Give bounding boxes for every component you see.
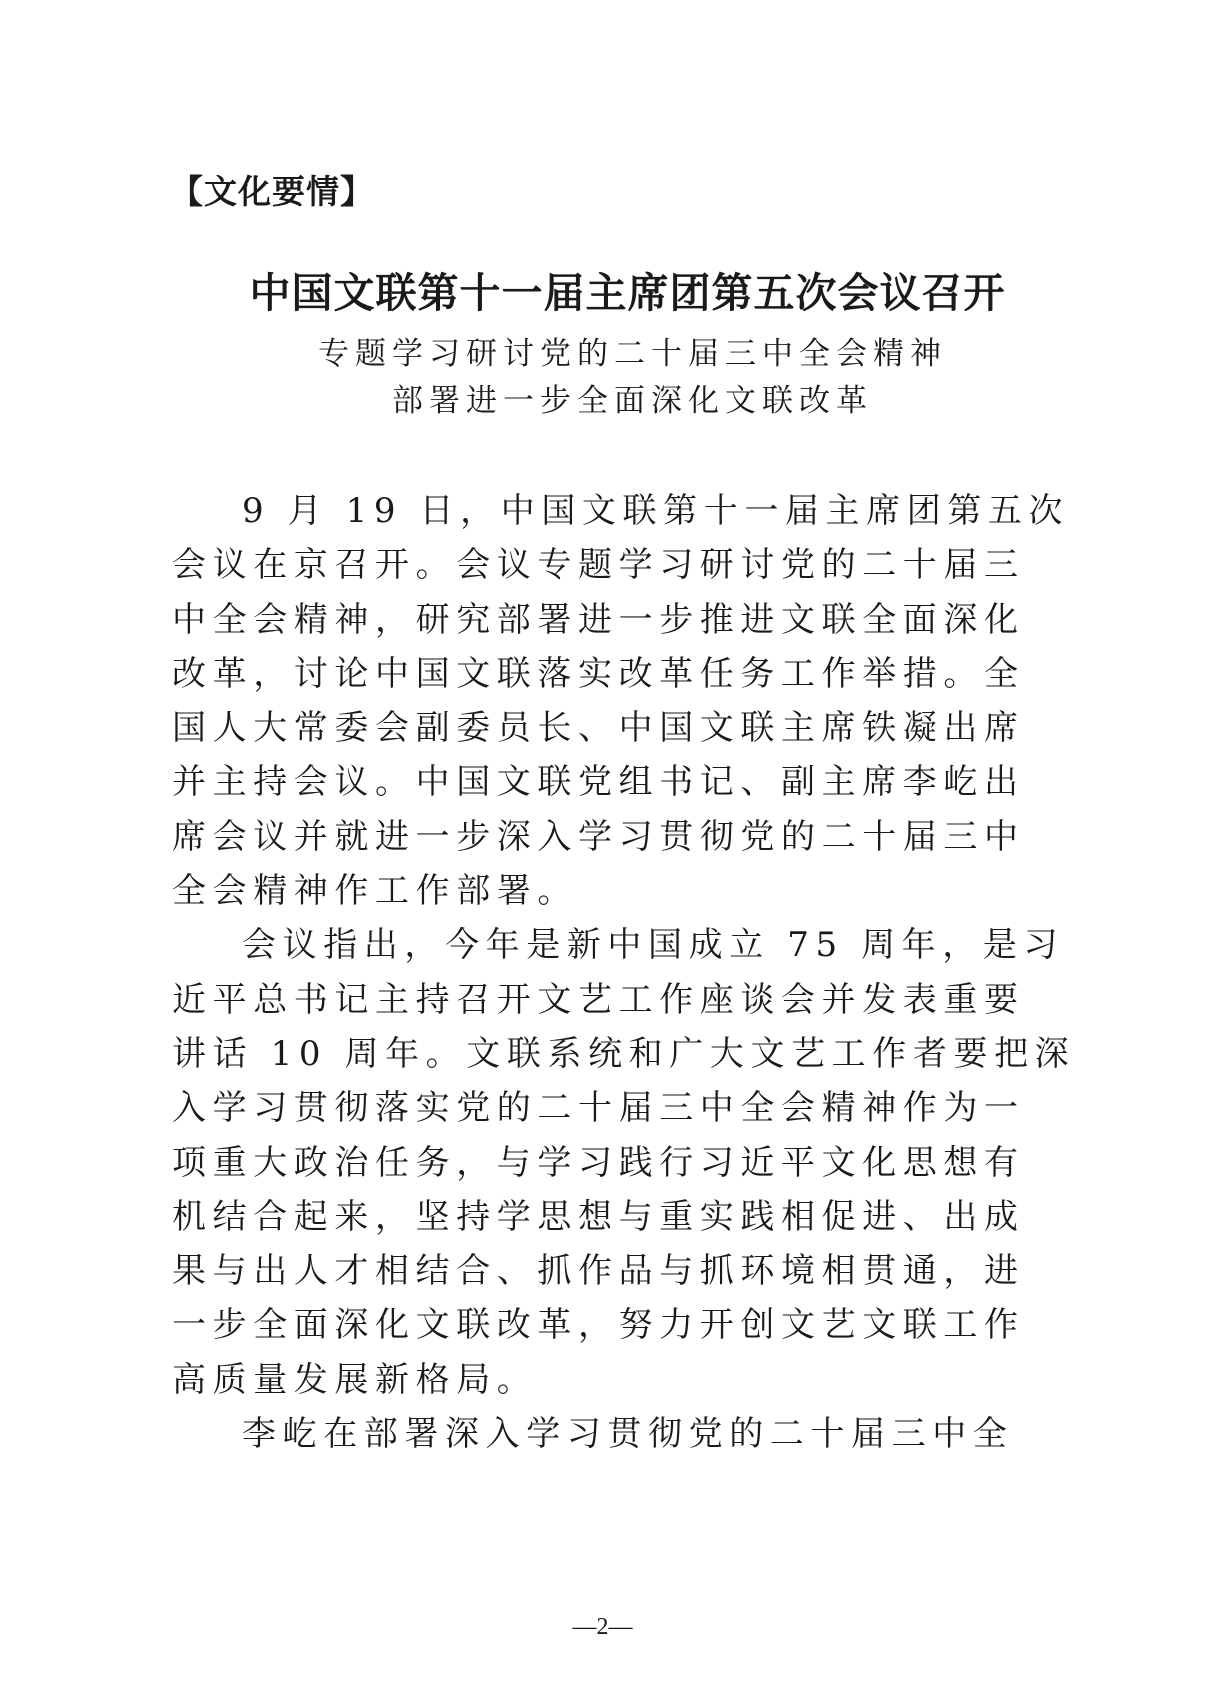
body-line: 项重大政治任务，与学习践行习近平文化思想有 <box>172 1142 1025 1183</box>
body-line: 全会精神作工作部署。 <box>172 871 578 912</box>
section-tag: 【文化要情】 <box>170 172 374 211</box>
article-subtitle-2: 部署进一步全面深化文联改革 <box>392 383 873 419</box>
body-line: 国人大常委会副委员长、中国文联主席铁凝出席 <box>172 708 1025 749</box>
body-line: 讲话 10 周年。文联系统和广大文艺工作者要把深 <box>172 1033 1076 1074</box>
body-line: 会议在京召开。会议专题学习研讨党的二十届三 <box>172 545 1025 586</box>
page-number: —2— <box>572 1614 633 1640</box>
body-line: 高质量发展新格局。 <box>172 1359 538 1400</box>
body-line: 中全会精神，研究部署进一步推进文联全面深化 <box>172 599 1025 640</box>
body-line: 一步全面深化文联改革，努力开创文艺文联工作 <box>172 1305 1025 1346</box>
body-line: 入学习贯彻落实党的二十届三中全会精神作为一 <box>172 1088 1025 1129</box>
body-line: 李屹在部署深入学习贯彻党的二十届三中全 <box>242 1414 1014 1455</box>
body-line: 会议指出，今年是新中国成立 75 周年，是习 <box>242 925 1065 966</box>
article-title: 中国文联第十一届主席团第五次会议召开 <box>249 269 1006 317</box>
body-line: 席会议并就进一步深入学习贯彻党的二十届三中 <box>172 816 1025 857</box>
article-subtitle-1: 专题学习研讨党的二十届三中全会精神 <box>318 336 947 372</box>
body-line: 改革，讨论中国文联落实改革任务工作举措。全 <box>172 653 1025 694</box>
body-line: 机结合起来，坚持学思想与重实践相促进、出成 <box>172 1196 1025 1237</box>
body-line: 果与出人才相结合、抓作品与抓环境相贯通，进 <box>172 1251 1025 1292</box>
article-body <box>172 484 1076 1461</box>
body-line: 9 月 19 日，中国文联第十一届主席团第五次 <box>242 491 1070 531</box>
body-line: 近平总书记主持召开文艺工作座谈会并发表重要 <box>172 979 1025 1020</box>
body-line: 并主持会议。中国文联党组书记、副主席李屹出 <box>172 762 1025 803</box>
